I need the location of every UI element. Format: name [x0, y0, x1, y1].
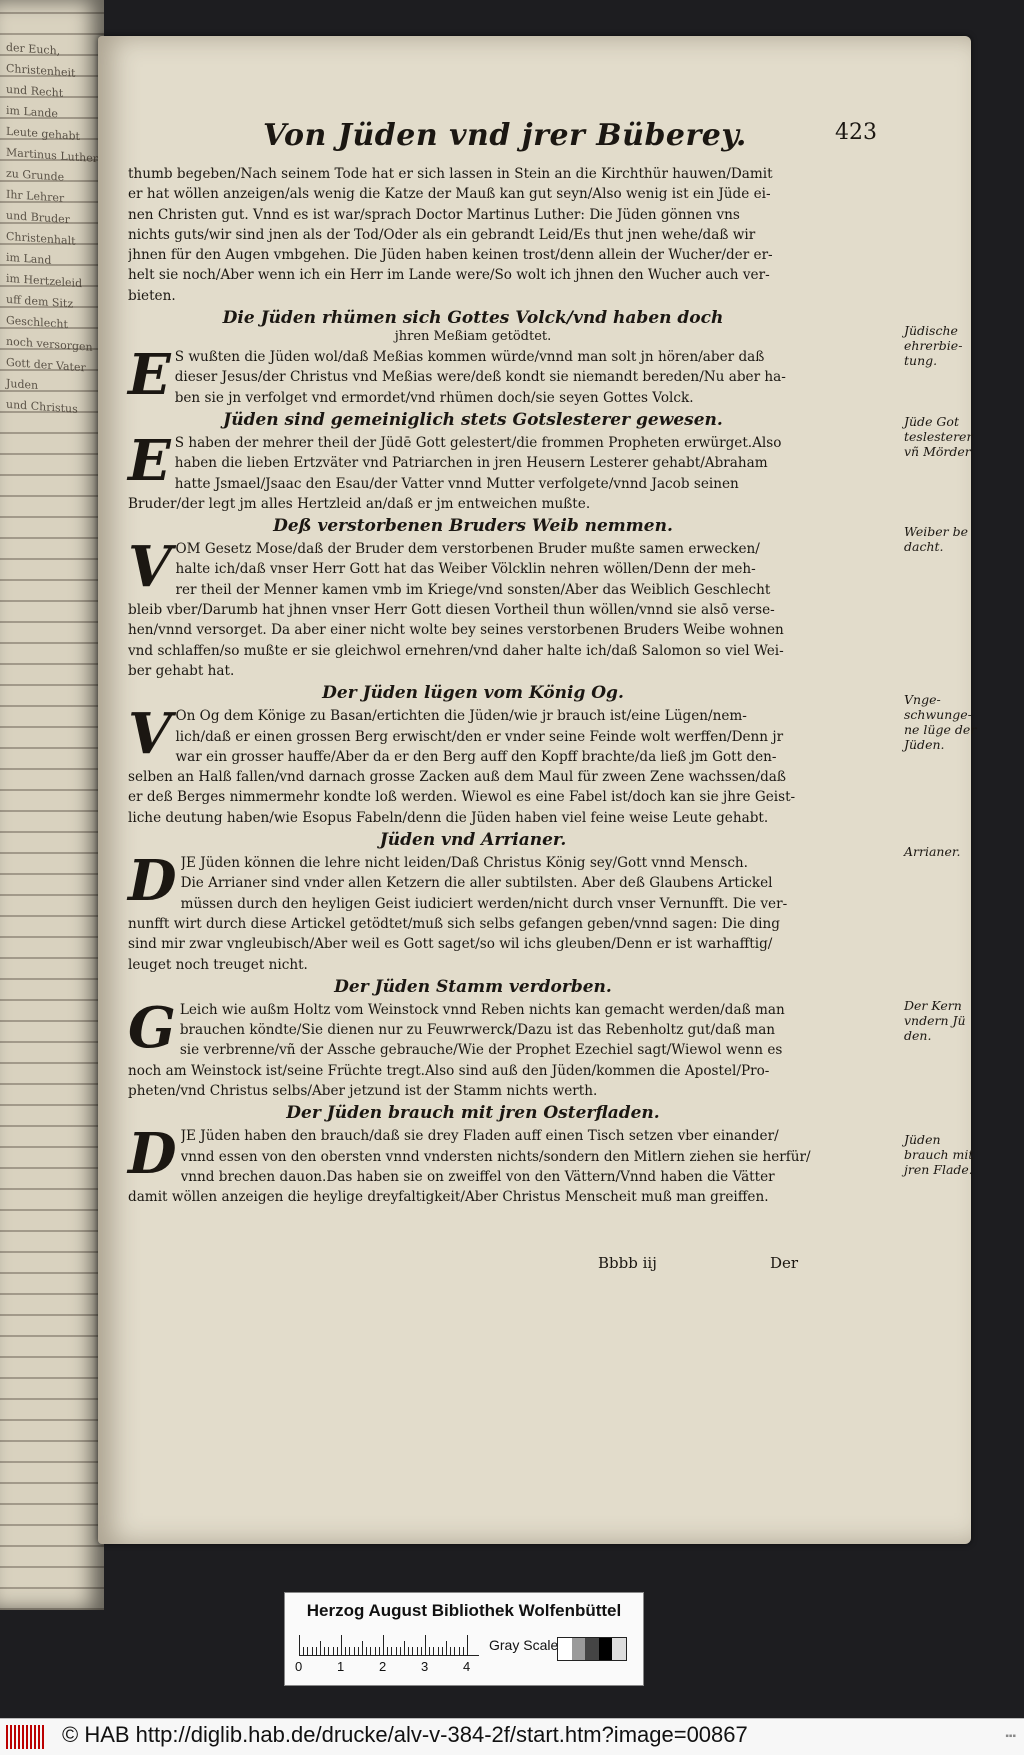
text-line: pheten/vnd Christus selbs/Aber jetzund ist der Stamm nichts werth.	[128, 1082, 598, 1099]
page-body	[128, 164, 818, 1207]
section-heading: Jüden sind gemeiniglich stets Gotslesterer gewesen.	[223, 409, 723, 430]
text-line: damit wöllen anzeigen die heylige dreyfaltigkeit/Aber Christus Menscheit muß man greiffen.	[128, 1189, 769, 1206]
page-number: 423	[835, 120, 877, 145]
ruler-tick	[316, 1647, 317, 1655]
ruler-tick	[433, 1647, 434, 1655]
ruler	[299, 1633, 479, 1656]
text-line: Bruder/der legt jm alles Hertzleid an/daß er jm entweichen mußte.	[128, 495, 591, 512]
ruler-tick	[366, 1647, 367, 1655]
section-subheading: jhren Meßiam getödtet.	[394, 329, 552, 345]
section-heading: Der Jüden lügen vom König Og.	[322, 683, 624, 704]
ruler-number: 1	[337, 1659, 345, 1674]
text-line: müssen durch den heyligen Geist iudiciert werden/nicht durch vnser Vernunfft. Die ver-	[180, 895, 788, 912]
ruler-tick	[312, 1647, 313, 1655]
catchline	[98, 1254, 971, 1276]
book-page	[98, 36, 977, 1544]
text-line: Die Arrianer sind vnder allen Ketzern die aller subtilsten. Aber deß Glaubens Artickel	[180, 875, 773, 892]
ruler-tick	[387, 1647, 388, 1655]
text-line: nunfft wirt durch diese Artickel getödtet/muß sich selbs gefangen geben/vnnd sagen: Die ding	[128, 915, 780, 932]
page-header	[98, 118, 971, 158]
facing-page-fragment: Leute gehabt	[6, 124, 80, 143]
facing-page-fragment: noch versorgen	[6, 334, 93, 354]
footer-dots: ▪▪▪	[1005, 1731, 1016, 1742]
marginal-note: Weiber be dacht.	[904, 524, 968, 554]
facing-page-fragment: Juden	[6, 376, 39, 393]
text-line: noch am Weinstock ist/seine Früchte tregt.Also sind auß den Jüden/kommen die Apostel/Pro-	[128, 1062, 770, 1079]
text-line: nen Christen gut. Vnnd es ist war/sprach Doctor Martinus Luther: Die Jüden gönnen vns	[128, 206, 740, 223]
ruler-tick	[396, 1647, 397, 1655]
marginal-note: Jüden brauch mit jren Flade.	[904, 1132, 974, 1177]
running-head: Von Jüden vnd jrer Büberey.	[263, 118, 747, 153]
facing-page-fragment: Martinus Luther	[6, 145, 98, 166]
text-line: On Og dem Könige zu Basan/ertichten die Jüden/wie jr brauch ist/eine Lügen/nem-	[175, 708, 747, 725]
ruler-tick	[446, 1641, 447, 1655]
footer-url[interactable]: © HAB http://diglib.hab.de/drucke/alv-v-384-2f/start.htm?image=00867	[62, 1722, 748, 1747]
catchword: Der	[770, 1254, 799, 1272]
facing-page-fragment: Gott der Vater	[6, 355, 86, 375]
section-heading: Jüden vnd Arrianer.	[379, 830, 567, 851]
facing-page-fragment: Christenheit	[6, 61, 76, 80]
drop-cap-initial: V	[128, 534, 172, 601]
marginal-note: Arrianer.	[904, 844, 961, 859]
text-line: helt sie noch/Aber wenn ich ein Herr im Lande were/So wolt ich jhnen den Wucher auch ver-	[128, 267, 770, 284]
text-line: vnd schlaffen/so mußte er sie gleichwol ernehren/vnd daher halte ich/daß Salomon so viel Wei-	[128, 642, 784, 659]
facing-page-fragment: und Bruder	[6, 208, 70, 227]
drop-cap-initial: D	[128, 848, 177, 915]
text-line: bleib vber/Darumb hat jhnen vnser Herr Gott diesen Vortheil thun wöllen/vnnd sie alsō verse-	[128, 602, 775, 619]
ruler-tick	[400, 1647, 401, 1655]
ruler-tick	[438, 1647, 439, 1655]
facing-page-fragment: im Lande	[6, 103, 58, 121]
drop-cap-initial: E	[128, 342, 171, 409]
facing-page-fragment: Christenhalt	[6, 229, 76, 248]
facing-page-fragment: Ihr Lehrer	[6, 187, 65, 205]
text-line: er deß Berges nimmermehr kondte loß werden. Wiewol es eine Fabel ist/doch kan sie jhre Geist-	[128, 789, 796, 806]
facing-page-fragment: der Euch,	[6, 40, 61, 58]
facing-page-fragment: uff dem Sitz	[6, 292, 74, 311]
ruler-tick	[341, 1635, 342, 1655]
gray-scale-label: Gray Scale	[489, 1637, 559, 1653]
section-paragraph	[128, 164, 818, 306]
ruler-tick	[328, 1647, 329, 1655]
marginal-note: Der Kern vndern Jü den.	[904, 998, 966, 1043]
section-heading: Die Jüden rhümen sich Gottes Volck/vnd haben doch	[222, 308, 724, 329]
ruler-tick	[412, 1647, 413, 1655]
text-line: dieser Jesus/der Christus vnd Meßias were/deß kondt sie niemandt bereden/Nu aber ha-	[174, 369, 786, 386]
barcode-icon	[6, 1725, 44, 1749]
text-line: JE Jüden haben den brauch/daß sie drey Fladen auff einen Tisch setzen vber einander/	[180, 1128, 779, 1145]
ruler-tick	[299, 1635, 300, 1655]
ruler-tick	[429, 1647, 430, 1655]
text-line: hatte Jsmael/Jsaac den Esau/der Vatter vnnd Mutter verfolgete/vnnd Jacob seinen	[174, 475, 739, 492]
facing-page-fragment: zu Grunde	[6, 166, 65, 184]
ruler-tick	[333, 1647, 334, 1655]
section-paragraph	[128, 994, 818, 1101]
text-line: war ein grosser hauffe/Aber da er den Berg auff den Kopff brachte/da ließ jm Gott den-	[175, 748, 777, 765]
ruler-tick	[417, 1647, 418, 1655]
ruler-tick	[303, 1647, 304, 1655]
drop-cap-initial: D	[128, 1121, 177, 1188]
text-line: selben an Halß fallen/vnd darnach grosse Zacken auß dem Maul für zween Zene wachssen/daß	[128, 769, 786, 786]
facing-page-fragment: und Recht	[6, 82, 64, 100]
text-line: liche deutung haben/wie Esopus Fabeln/denn die Jüden haben viel feine weise Leute gehabt.	[128, 809, 769, 826]
section-heading: Der Jüden brauch mit jren Osterfladen.	[286, 1103, 660, 1124]
section-paragraph	[128, 427, 818, 514]
ruler-tick	[307, 1647, 308, 1655]
ruler-tick	[404, 1641, 405, 1655]
marginal-note: Jüde Got teslesterer vñ Mörder	[904, 414, 973, 459]
text-line: nichts guts/wir sind jnen als der Tod/Oder als ein gebrandt Leid/Es thut jnen wehe/daß wir	[128, 226, 756, 243]
ruler-tick	[425, 1635, 426, 1655]
ruler-tick	[324, 1647, 325, 1655]
ruler-tick	[467, 1635, 468, 1655]
ruler-tick	[463, 1647, 464, 1655]
facing-page-fragment: im Hertzeleid	[6, 271, 83, 291]
ruler-number: 2	[379, 1659, 387, 1674]
facing-page-edge	[0, 0, 104, 1610]
section-paragraph	[128, 701, 818, 828]
library-name: Herzog August Bibliothek Wolfenbüttel	[306, 1601, 622, 1620]
ruler-tick	[337, 1647, 338, 1655]
section-paragraph	[128, 342, 818, 409]
facing-page-fragment: im Land	[6, 250, 52, 267]
ruler-tick	[442, 1647, 443, 1655]
ruler-numbers	[295, 1659, 495, 1677]
text-line: sie verbrenne/vñ der Assche gebrauche/Wie der Prophet Ezechiel sagt/Wiewol wenn es	[179, 1042, 783, 1059]
ruler-tick	[362, 1641, 363, 1655]
ruler-tick	[408, 1647, 409, 1655]
marginal-note: Vnge- schwunge- ne lüge der Jüden.	[904, 692, 977, 752]
text-line: vnnd brechen dauon.Das haben sie on zweiffel von den Vättern/Vnnd haben die Vätter	[180, 1168, 775, 1185]
text-line: hen/vnnd versorget. Da aber einer nicht wolte bey seines verstorbenen Bruders Weibe wohnen	[128, 622, 784, 639]
ruler-tick	[349, 1647, 350, 1655]
text-line: S wußten die Jüden wol/daß Meßias kommen würde/vnnd man solt jn hören/aber daß	[174, 349, 765, 366]
ruler-tick	[379, 1647, 380, 1655]
marginal-note: Jüdische ehrerbie- tung.	[904, 323, 963, 368]
ruler-number: 0	[295, 1659, 303, 1674]
text-line: leuget noch treuget nicht.	[128, 956, 308, 973]
text-line: rer theil der Menner kamen vmb im Kriege/vnd sonsten/Aber das Weiblich Geschlecht	[175, 581, 771, 598]
text-line: OM Gesetz Mose/daß der Bruder dem verstorbenen Bruder mußte samen erwecken/	[175, 541, 760, 558]
text-line: lich/daß er einen grossen Berg erwischt/den er vnder seine Feinde wolt werffen/Denn jr	[175, 728, 784, 745]
ruler-tick	[454, 1647, 455, 1655]
facing-page-fragment: Geschlecht	[6, 313, 68, 332]
ruler-tick	[383, 1635, 384, 1655]
drop-cap-initial: V	[128, 701, 172, 768]
text-line: ber gehabt hat.	[128, 662, 235, 679]
section-heading: Der Jüden Stamm verdorben.	[334, 976, 612, 997]
text-line: jhnen für den Augen vmbgehen. Die Jüden haben keinen trost/denn allein der Wucher/der er-	[128, 247, 773, 264]
color-scale-card	[284, 1592, 644, 1686]
text-line: S haben der mehrer theil der Jüdē Gott gelestert/die frommen Propheten erwürget.Also	[174, 434, 782, 451]
ruler-tick	[370, 1647, 371, 1655]
text-line: JE Jüden können die lehre nicht leiden/Daß Christus König sey/Gott vnnd Mensch.	[180, 855, 749, 872]
gray-patch	[558, 1638, 572, 1660]
text-line: thumb begeben/Nach seinem Tode hat er sich lassen in Stein an die Kirchthür hauwen/Damit	[128, 166, 773, 182]
ruler-tick	[358, 1647, 359, 1655]
section-paragraph	[128, 1121, 818, 1207]
signature-mark: Bbbb iij	[598, 1254, 657, 1272]
ruler-tick	[375, 1647, 376, 1655]
gray-scale-patches	[557, 1637, 627, 1661]
text-line: er hat wöllen anzeigen/als wenig die Katze der Mauß kan gut seyn/Also wenig ist ein Jüde ei-	[128, 186, 771, 203]
gray-patch	[572, 1638, 586, 1660]
section-heading: Deß verstorbenen Bruders Weib nemmen.	[273, 516, 673, 537]
text-line: halte ich/daß vnser Herr Gott hat das Weiber Völcklin nehren wöllen/Denn der meh-	[175, 561, 756, 578]
ruler-tick	[345, 1647, 346, 1655]
text-line: vnnd essen von den obersten vnnd vndersten nichts/sondern den Mitlern ziehen sie herfür/	[180, 1148, 811, 1165]
ruler-tick	[320, 1641, 321, 1655]
text-line: bieten.	[128, 287, 176, 304]
text-line: Leich wie außm Holtz vom Weinstock vnnd Reben nichts kan gemacht werden/daß man	[179, 1001, 785, 1018]
footer-bar	[0, 1718, 1024, 1755]
text-line: ben sie jn verfolget vnd ermordet/vnd rhümen doch/sie seyen Gottes Volck.	[174, 389, 694, 406]
ruler-number: 4	[463, 1659, 471, 1674]
gray-patch	[612, 1638, 626, 1660]
text-line: haben die lieben Ertzväter vnd Patriarchen in jren Heusern Lesterer gehabt/Abraham	[174, 455, 768, 472]
facing-page-fragment: und Christus	[6, 397, 78, 416]
facing-page-text	[6, 37, 98, 421]
text-line: brauchen köndte/Sie dienen nur zu Feuwrwerck/Dazu ist das Rebenholtz gut/daß man	[179, 1022, 776, 1039]
ruler-tick	[354, 1647, 355, 1655]
ruler-number: 3	[421, 1659, 429, 1674]
gray-patch	[599, 1638, 613, 1660]
ruler-tick	[459, 1647, 460, 1655]
ruler-tick	[421, 1647, 422, 1655]
ruler-tick	[391, 1647, 392, 1655]
section-paragraph	[128, 848, 818, 975]
gray-patch	[585, 1638, 599, 1660]
text-line: sind mir zwar vngleubisch/Aber weil es Gott saget/so wil ichs gleuben/Denn er ist warhafftig/	[128, 936, 773, 953]
drop-cap-initial: E	[128, 427, 171, 494]
section-paragraph	[128, 534, 818, 681]
ruler-tick	[450, 1647, 451, 1655]
drop-cap-initial: G	[128, 994, 176, 1061]
